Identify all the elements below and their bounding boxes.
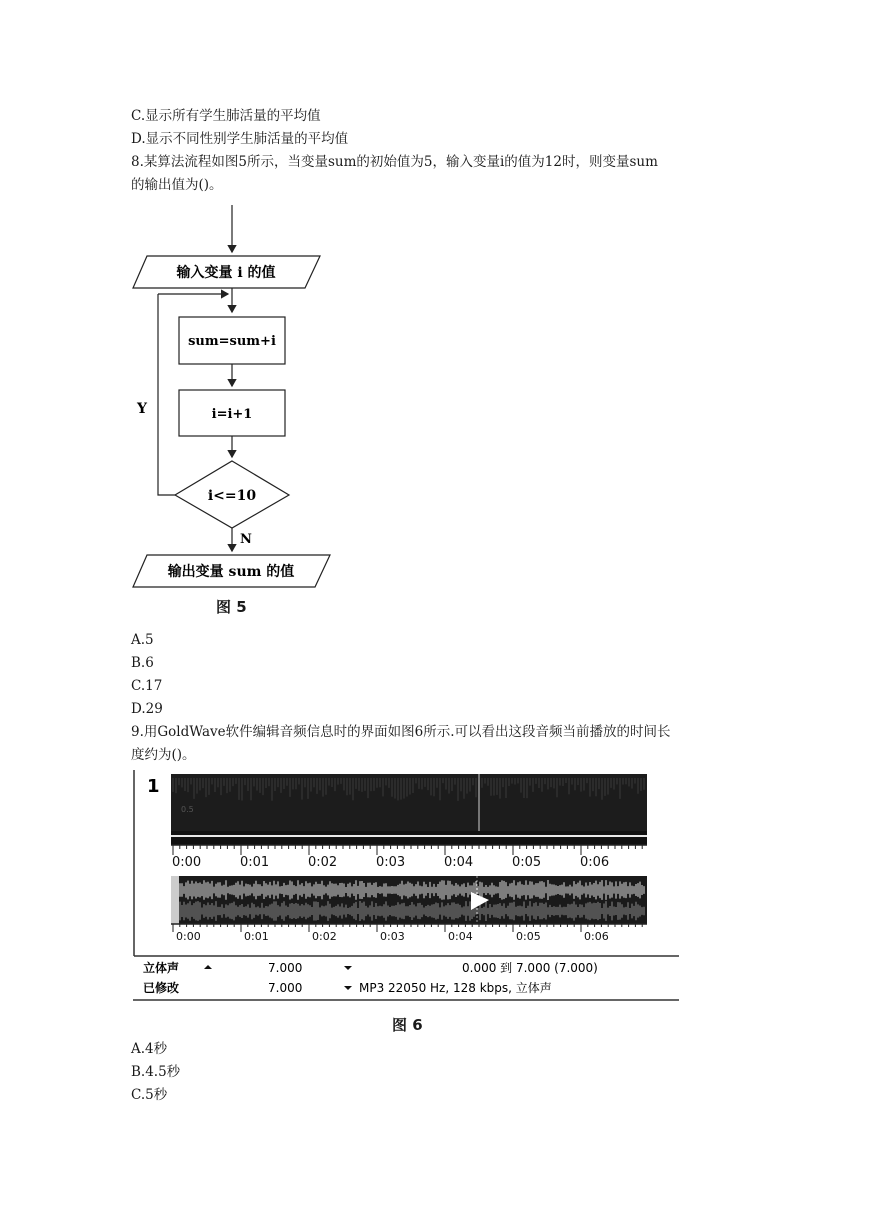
lower-scale-label: 0:04: [448, 930, 473, 943]
upper-scale-label: 0:00: [172, 855, 202, 870]
flowchart-figure: [125, 200, 335, 600]
dropdown-arrow-icon-1: [344, 966, 352, 970]
upper-scale-label: 0:02: [308, 855, 338, 870]
lower-scale-label: 0:02: [312, 930, 337, 943]
q8-option-b: B.6: [131, 655, 154, 671]
lower-scale-label: 0:01: [244, 930, 269, 943]
q8-stem-line1: 8.某算法流程如图5所示，当变量sum的初始值为5，输入变量i的值为12时，则变量sum: [131, 154, 658, 170]
q8-option-a: A.5: [131, 632, 154, 648]
status-modified-label: 已修改: [143, 981, 180, 995]
status-channel-label: 立体声: [143, 961, 180, 975]
figure6-caption: 图 6: [392, 1016, 423, 1034]
track-number: 1: [147, 776, 160, 797]
upper-scale-label: 0:03: [376, 855, 406, 870]
upper-scale-label: 0:05: [512, 855, 542, 870]
channel-up-arrow-icon: [204, 965, 212, 969]
q9-option-a: A.4秒: [131, 1041, 168, 1057]
option-d-prev: D.显示不同性别学生肺活量的平均值: [131, 131, 349, 147]
q8-option-d: D.29: [131, 701, 163, 717]
lower-scale-label: 0:05: [516, 930, 541, 943]
q9-stem-line2: 度约为()。: [131, 747, 196, 763]
lower-scale-label: 0:06: [584, 930, 609, 943]
flowchart-increment-label: i=i+1: [211, 407, 253, 422]
status-format: MP3 22050 Hz, 128 kbps, 立体声: [359, 981, 552, 995]
lower-scale-label: 0:00: [176, 930, 201, 943]
upper-scale-label: 0:01: [240, 855, 270, 870]
q9-stem-line1: 9.用GoldWave软件编辑音频信息时的界面如图6所示.可以看出这段音频当前播放的时间长: [131, 724, 671, 740]
lower-scale-label: 0:03: [380, 930, 405, 943]
q8-option-c: C.17: [131, 678, 163, 694]
flowchart-input-label: 输入变量 i 的值: [176, 265, 276, 281]
dropdown-arrow-icon-2: [344, 986, 352, 990]
goldwave-figure: [133, 770, 679, 1002]
q8-stem-line2: 的输出值为()。: [131, 177, 223, 193]
flowchart-condition-label: i<=10: [207, 488, 257, 504]
status-value-2: 7.000: [268, 981, 303, 995]
svg-text:0.5: 0.5: [181, 805, 194, 814]
flowchart-yes-label: Y: [137, 401, 147, 417]
option-c-prev: C.显示所有学生肺活量的平均值: [131, 108, 321, 124]
figure5-caption: 图 5: [216, 598, 247, 616]
flowchart-sum-label: sum=sum+i: [188, 334, 276, 349]
q9-option-c: C.5秒: [131, 1087, 168, 1103]
status-selection-range: 0.000 到 7.000 (7.000): [462, 961, 598, 975]
upper-scale-label: 0:04: [444, 855, 474, 870]
flowchart-no-label: N: [240, 532, 252, 547]
status-value-1: 7.000: [268, 961, 303, 975]
upper-scale-label: 0:06: [580, 855, 610, 870]
flowchart-output-label: 输出变量 sum 的值: [167, 564, 295, 580]
q9-option-b: B.4.5秒: [131, 1064, 181, 1080]
